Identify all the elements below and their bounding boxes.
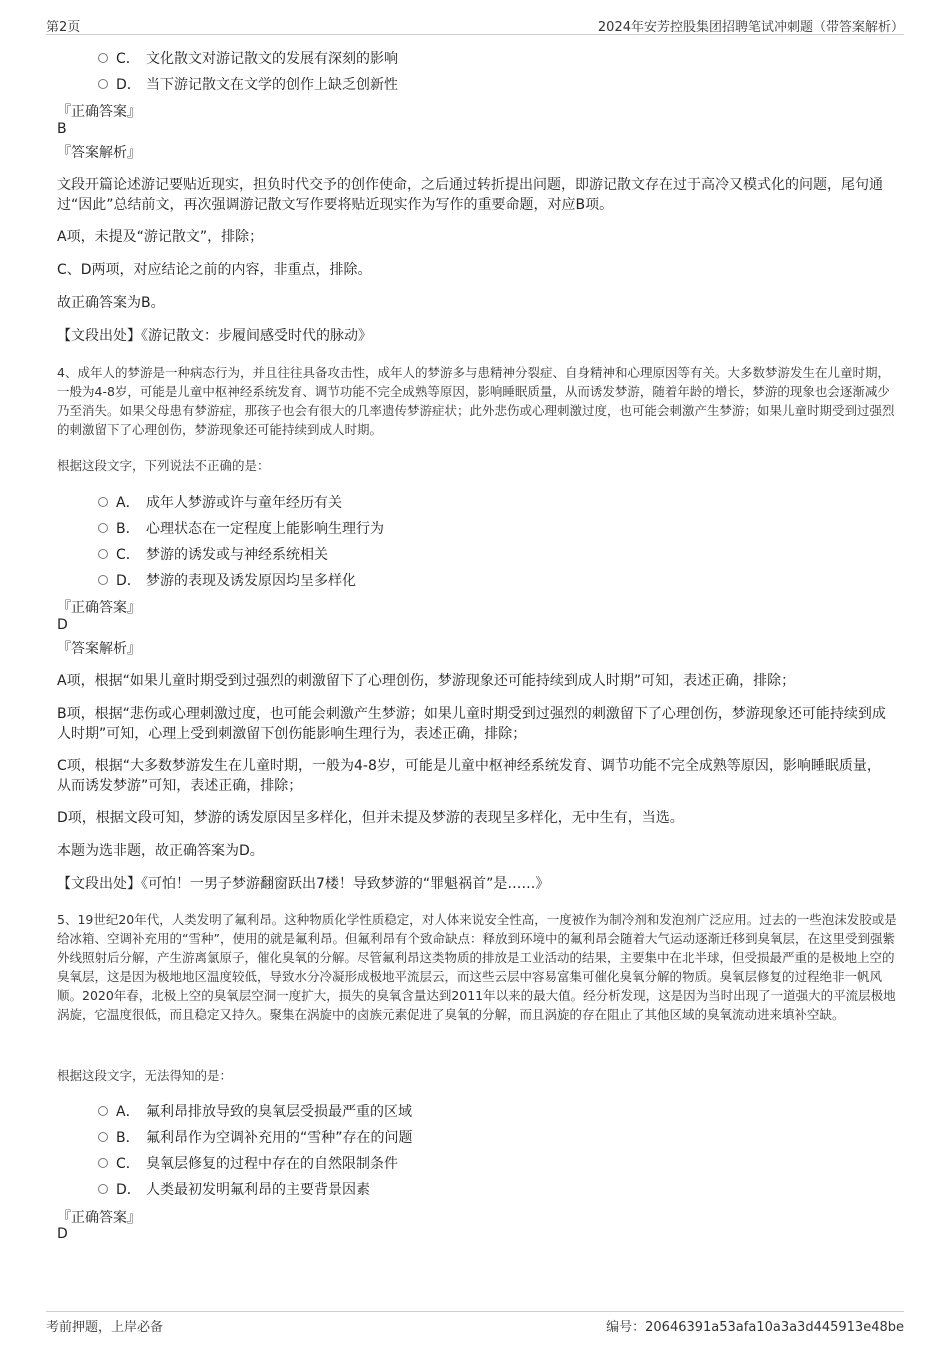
q5-answer-label: 『正确答案』 [57,1210,141,1226]
page-footer [46,1311,904,1336]
q4-answer-label: 『正确答案』 [57,600,141,616]
q4-stem: 4、成年人的梦游是一种病态行为，并且往往具备攻击性，成年人的梦游多与患精神分裂症、自身精神和心理原因等有关。大多数梦游发生在儿童时期，一般为4-8岁，可能是儿童中枢神经系统发育、调节功能不完全成熟等原因，影响睡眠质量，从而诱发梦游，随着年龄的增长，梦游的现象也会逐渐减少乃至消失。如果父母患有梦游症，那孩子也会有很大的几率遗传梦游症状；此外悲伤或心理刺激过度，也可能会刺激产生梦游；如果儿童时期受到过强烈的刺激留下了心理创伤，梦游现象还可能持续到成人时期。 [57,365,895,437]
q3-option-d[interactable]: D． 当下游记散文在文学的创作上缺乏创新性 [98,74,398,94]
radio-icon[interactable] [98,1132,108,1142]
q3-source: 【文段出处】《游记散文：步履间感受时代的脉动》 [57,328,372,344]
q4-analysis-d: D项，根据文段可知，梦游的诱发原因呈多样化，但并未提及梦游的表现呈多样化，无中生有，当选。 [57,810,684,826]
q4-conclusion: 本题为选非题，故正确答案为D。 [57,843,264,859]
q5-answer: D [57,1226,68,1242]
q3-answer: B [57,121,67,137]
radio-icon[interactable] [98,79,108,89]
q5-option-d[interactable]: D． 人类最初发明氟利昂的主要背景因素 [98,1179,370,1199]
radio-icon[interactable] [98,549,108,559]
radio-icon[interactable] [98,1106,108,1116]
radio-icon[interactable] [98,497,108,507]
q4-analysis-label: 『答案解析』 [57,641,141,657]
q4-option-b[interactable]: B． 心理状态在一定程度上能影响生理行为 [98,518,384,538]
q4-analysis-b: B项，根据“悲伤或心理刺激过度，也可能会刺激产生梦游；如果儿童时期受到过强烈的刺激留下了心理创伤，梦游现象还可能持续到成人时期”可知，心理上受到刺激留下创伤能影响生理行为，表述正确，排除； [57,706,886,742]
q3-analysis-label: 『答案解析』 [57,145,141,161]
q3-analysis-cd: C、D两项，对应结论之前的内容，非重点，排除。 [57,262,372,278]
radio-icon[interactable] [98,53,108,63]
q5-option-a[interactable]: A． 氟利昂排放导致的臭氧层受损最严重的区域 [98,1101,412,1121]
q3-analysis-a: A项，未提及“游记散文”，排除； [57,229,264,245]
q3-answer-label: 『正确答案』 [57,104,141,120]
q4-source: 【文段出处】《可怕！一男子梦游翻窗跃出7楼！导致梦游的“罪魁祸首”是……》 [57,876,550,892]
q3-conclusion: 故正确答案为B。 [57,295,165,311]
q4-analysis-c: C项，根据“大多数梦游发生在儿童时期，一般为4-8岁，可能是儿童中枢神经系统发育、调节功能不完全成熟等原因，影响睡眠质量，从而诱发梦游”可知，表述正确，排除； [57,758,881,794]
q4-option-a[interactable]: A． 成年人梦游或许与童年经历有关 [98,492,342,512]
page-number: 第2页 [46,20,81,35]
radio-icon[interactable] [98,575,108,585]
q4-option-c[interactable]: C． 梦游的诱发或与神经系统相关 [98,544,328,564]
footer-slogan: 考前押题，上岸必备 [46,1320,164,1335]
radio-icon[interactable] [98,523,108,533]
q3-analysis-text: 文段开篇论述游记要贴近现实，担负时代交予的创作使命，之后通过转折提出问题，即游记散文存在过于高冷又模式化的问题，尾句通过“因此”总结前文，再次强调游记散文写作要将贴近现实作为写作的重要命题，对应B项。 [57,177,883,213]
q5-option-b[interactable]: B． 氟利昂作为空调补充用的“雪种”存在的问题 [98,1127,413,1147]
page-header [46,14,904,35]
q5-option-c[interactable]: C． 臭氧层修复的过程中存在的自然限制条件 [98,1153,398,1173]
q5-prompt: 根据这段文字，无法得知的是： [57,1068,233,1083]
q3-option-c[interactable]: C． 文化散文对游记散文的发展有深刻的影响 [98,48,398,68]
q4-option-d[interactable]: D． 梦游的表现及诱发原因均呈多样化 [98,570,356,590]
radio-icon[interactable] [98,1184,108,1194]
q4-prompt: 根据这段文字，下列说法不正确的是： [57,458,270,473]
q5-stem: 5、19世纪20年代，人类发明了氟利昂。这种物质化学性质稳定，对人体来说安全性高，一度被作为制冷剂和发泡剂广泛应用。过去的一些泡沫发胶或是给冰箱、空调补充用的“雪种”，使用的就是氟利昂。但氟利昂有个致命缺点：释放到环境中的氟利昂会随着大气运动逐渐迁移到臭氧层，在这里受到强紫外线照射后分解，产生游离氯原子，催化臭氧的分解。尽管氟利昂这类物质的排放是工业活动的结果，主要集中在北半球，但受损最严重的是极地上空的臭氧层，这是因为极地地区温度较低，导致水分冷凝形成极地平流层云，而这些云层中容易富集可催化臭氧分解的物质。臭氧层修复的过程绝非一帆风顺。2020年春，北极上空的臭氧层空洞一度扩大，损失的臭氧含量达到2011年以来的最大值。经分析发现，这是因为当时出现了一道强大的平流层极地涡旋，它温度很低，而且稳定又持久。聚集在涡旋中的卤族元素促进了臭氧的分解，而且涡旋的存在阻止了其他区域的臭氧流动进来填补空缺。 [57,912,897,1022]
radio-icon[interactable] [98,1158,108,1168]
q4-answer: D [57,617,68,633]
document-id: 编号：20646391a53afa10a3a3d445913e48be [606,1320,904,1335]
q4-analysis-a: A项，根据“如果儿童时期受到过强烈的刺激留下了心理创伤，梦游现象还可能持续到成人时期”可知，表述正确，排除； [57,673,796,689]
document-title: 2024年安芳控股集团招聘笔试冲刺题（带答案解析） [597,20,904,35]
